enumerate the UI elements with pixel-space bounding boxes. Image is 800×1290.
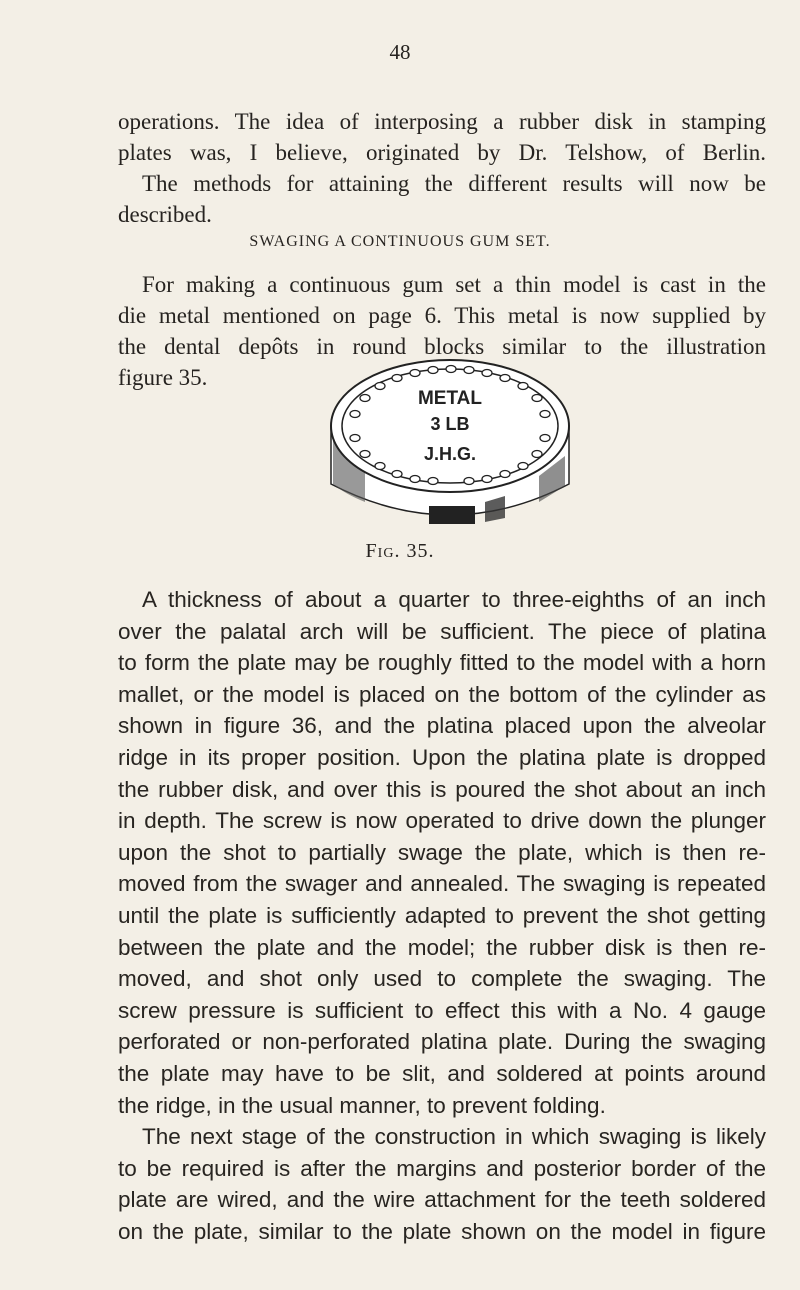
text-line: the dental depôts in round blocks similar to the illustration [118, 334, 766, 359]
text-line: until the plate is sufficiently adapted to prevent the shot getting [118, 902, 766, 928]
text-line: plate are wired, and the wire attachment for the teeth soldered [118, 1187, 766, 1213]
metal-block-figure [325, 356, 575, 526]
text-line: in depth. The screw is now operated to drive down the plunger [118, 808, 766, 834]
stamp-text-1: METAL [417, 388, 483, 409]
text-line: the ridge, in the usual manner, to prevent folding. [118, 1092, 606, 1118]
text-line: shown in figure 36, and the platina placed upon the alveolar [118, 713, 766, 739]
paragraph-3 [118, 1121, 766, 1247]
text-line: figure 35. [118, 365, 208, 390]
text-line: on the plate, similar to the plate shown on the model in figure [118, 1218, 766, 1244]
stamp-text-3: J.H.G. [423, 444, 477, 464]
text-line: ridge in its proper position. Upon the platina plate is dropped [118, 744, 766, 770]
text-line: screw pressure is sufficient to effect this with a No. 4 gauge [118, 997, 766, 1023]
stamp-text-2: 3 LB [430, 414, 470, 434]
text-line: described. [118, 202, 212, 227]
text-line: the rubber disk, and over this is poured the shot about an inch [118, 776, 766, 802]
text-line: mallet, or the model is placed on the bottom of the cylinder as [118, 681, 766, 707]
body-text [118, 584, 766, 1247]
paragraph-2 [118, 584, 766, 1121]
text-line: over the palatal arch will be sufficient. The piece of platina [118, 618, 766, 644]
text-line: upon the shot to partially swage the plate, which is then re- [118, 839, 766, 865]
text-line: moved from the swager and annealed. The swaging is repeated [118, 871, 766, 897]
text-line: For making a continuous gum set a thin model is cast in the [142, 272, 766, 297]
text-line: A thickness of about a quarter to three-eighths of an inch [142, 587, 766, 612]
page-number: 48 [389, 40, 411, 64]
section-heading: SWAGING A CONTINUOUS GUM SET. [249, 233, 551, 250]
text-line: The methods for attaining the different results will now be [142, 171, 766, 196]
text-line: the plate may have to be slit, and soldered at points around [118, 1060, 766, 1086]
text-line: to be required is after the margins and posterior border of the [118, 1155, 766, 1181]
text-line: plates was, I believe, originated by Dr. Telshow, of Berlin. [118, 140, 766, 165]
text-line: between the plate and the model; the rubber disk is then re- [118, 934, 766, 960]
text-line: to form the plate may be roughly fitted to the model with a horn [118, 650, 766, 676]
text-line: The next stage of the construction in which swaging is likely [142, 1124, 766, 1150]
text-line: die metal mentioned on page 6. This metal is now supplied by [118, 303, 766, 328]
metal-block-illustration [325, 356, 575, 526]
figure-caption: Fig. 35. [365, 540, 435, 562]
text-line: operations. The idea of interposing a rubber disk in stamping [118, 109, 766, 134]
text-line: perforated or non-perforated platina plate. During the swaging [118, 1029, 766, 1055]
text-line: moved, and shot only used to complete the swaging. The [118, 966, 766, 992]
